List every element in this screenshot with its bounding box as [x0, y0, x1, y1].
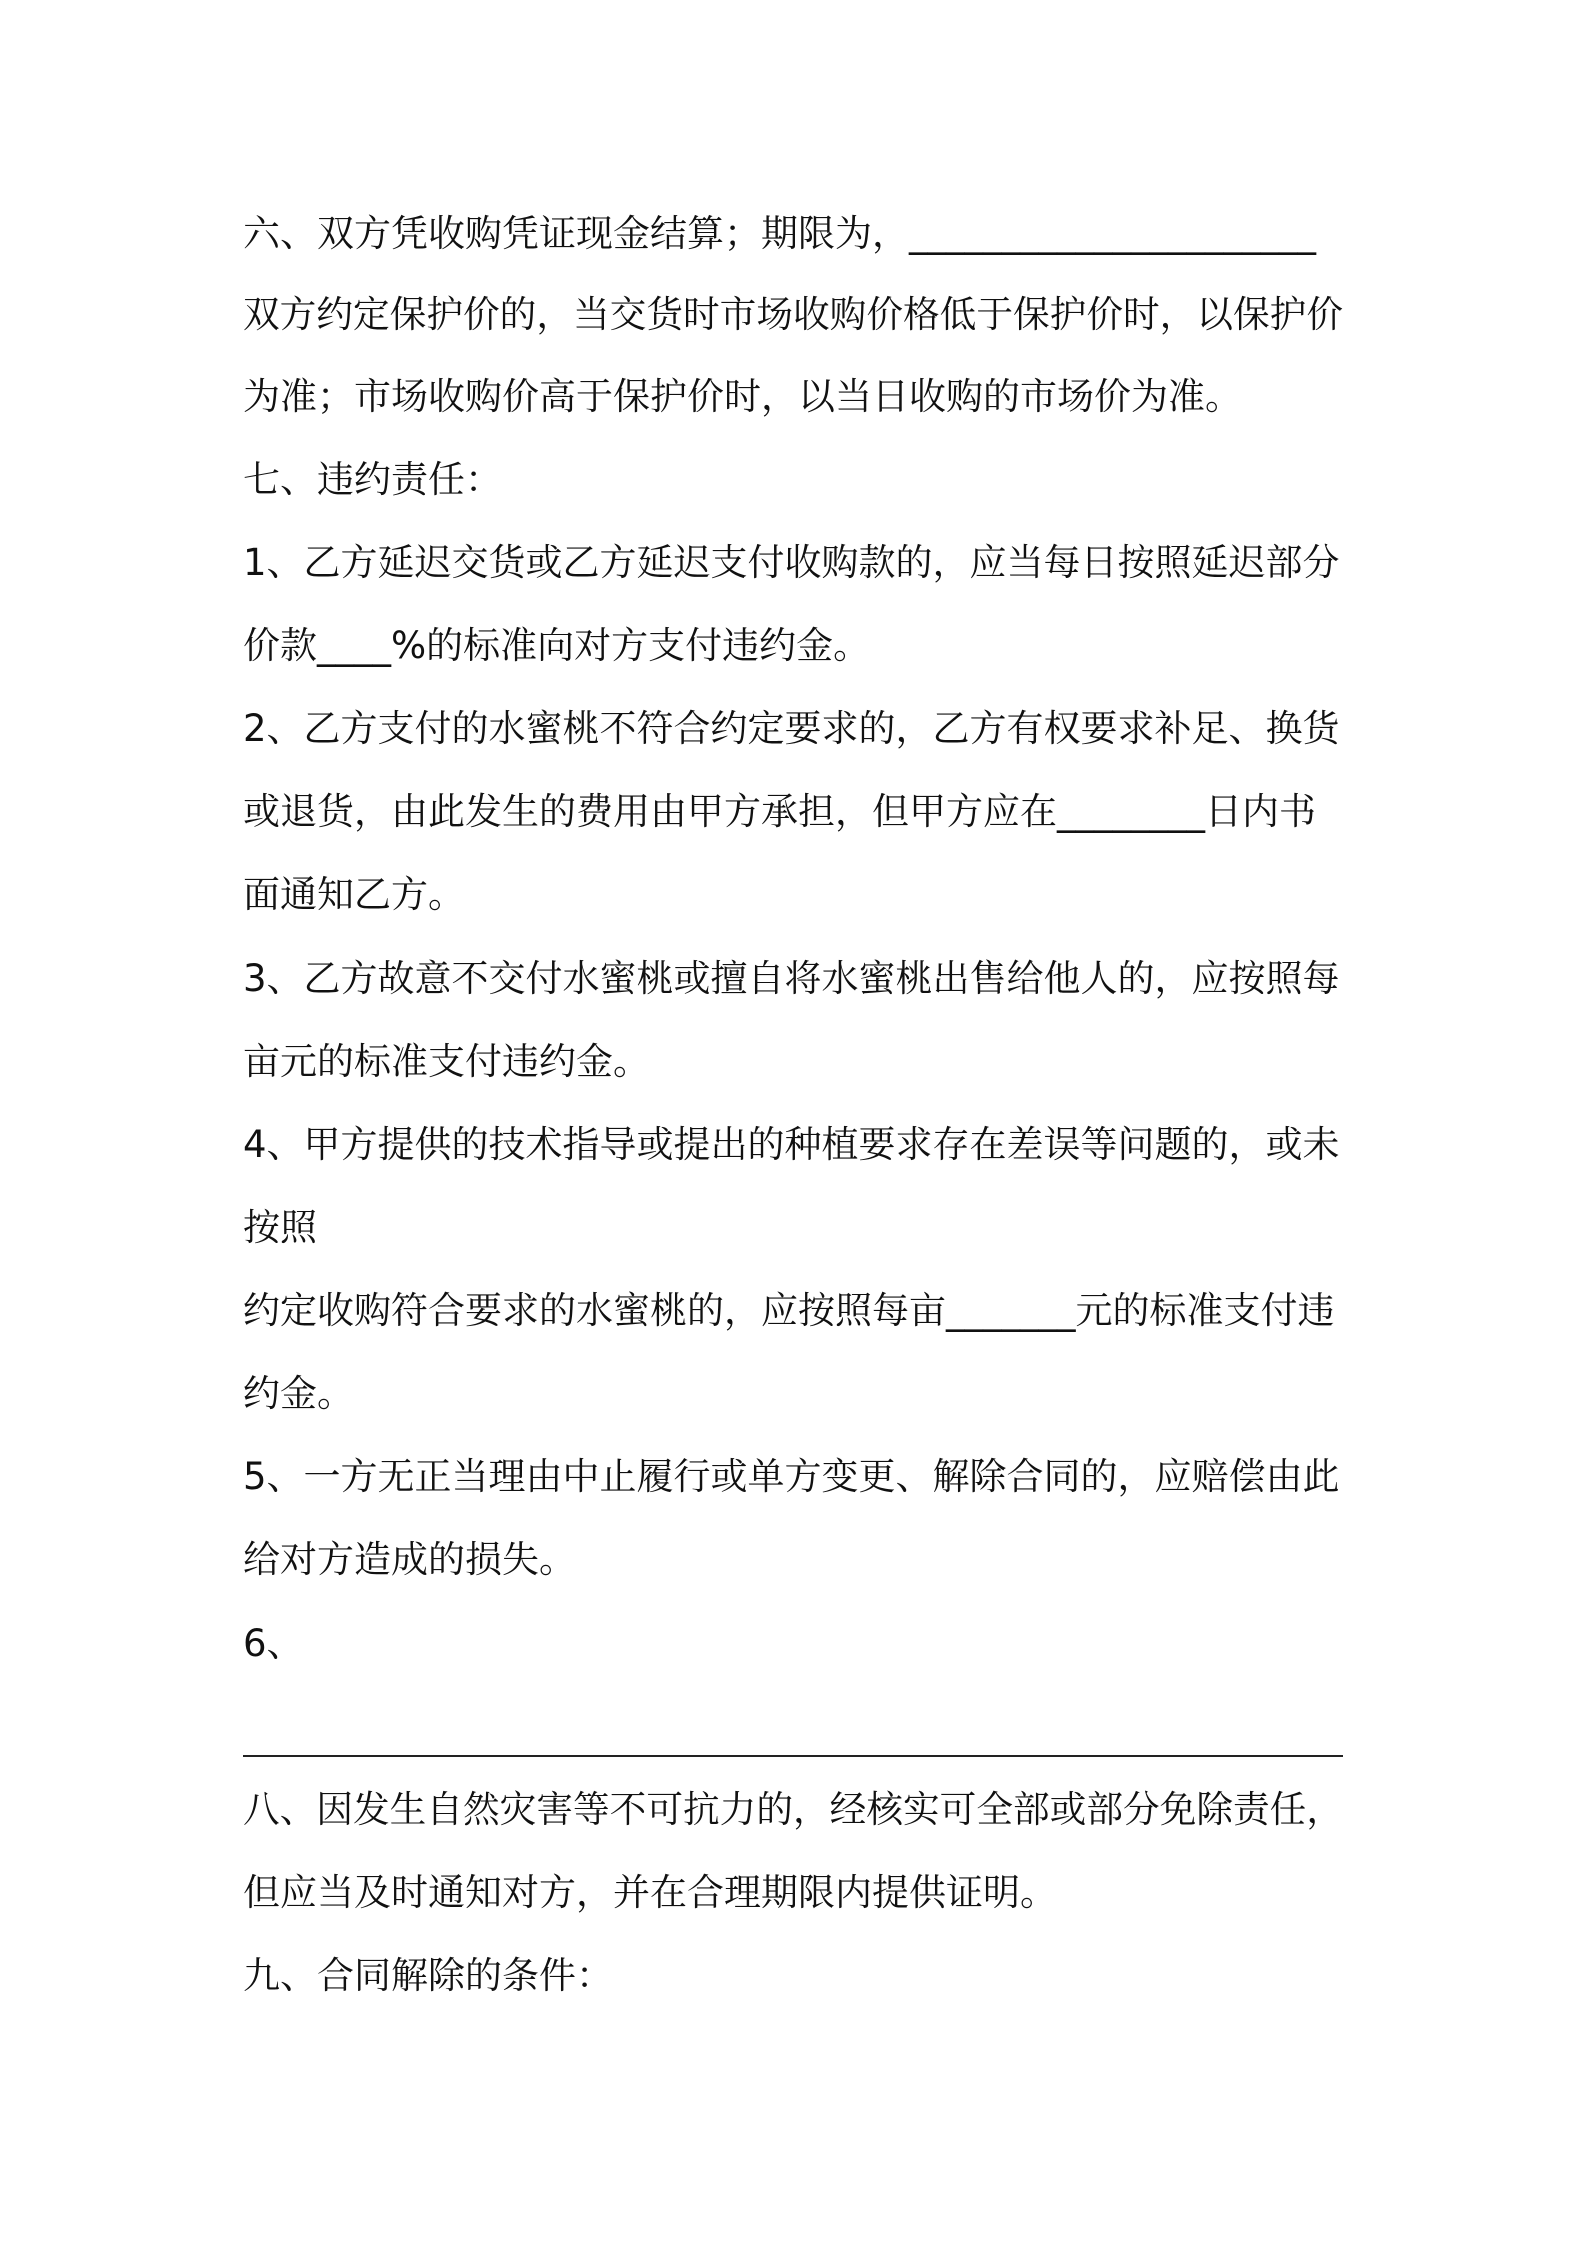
clause-6-settlement: 六、双方凭收购凭证现金结算；期限为，______________________ — [243, 212, 1316, 255]
breach-item-3-line-2: 亩元的标准支付违约金。 — [243, 1040, 650, 1083]
breach-item-1-line-1: 1、乙方延迟交货或乙方延迟支付收购款的，应当每日按照延迟部分 — [243, 541, 1340, 584]
breach-item-6-blank-line — [243, 1755, 1343, 1757]
breach-item-6-number: 6、 — [243, 1622, 304, 1665]
breach-item-3-line-1: 3、乙方故意不交付水蜜桃或擅自将水蜜桃出售给他人的，应按照每 — [243, 957, 1340, 1000]
breach-item-5-line-2: 给对方造成的损失。 — [243, 1538, 576, 1581]
breach-item-4-line-3: 约定收购符合要求的水蜜桃的，应按照每亩_______元的标准支付违 — [243, 1289, 1335, 1332]
clause-6-protection-price: 双方约定保护价的，当交货时市场收购价格低于保护价时，以保护价 — [243, 293, 1344, 336]
breach-item-1-line-2: 价款____%的标准向对方支付违约金。 — [243, 624, 871, 667]
breach-item-4-line-4: 约金。 — [243, 1372, 354, 1415]
clause-7-heading: 七、违约责任： — [243, 458, 502, 501]
breach-item-4-line-1: 4、甲方提供的技术指导或提出的种植要求存在差误等问题的，或未 — [243, 1123, 1340, 1166]
breach-item-2-line-3: 面通知乙方。 — [243, 873, 465, 916]
clause-6-market-price: 为准；市场收购价高于保护价时，以当日收购的市场价为准。 — [243, 375, 1242, 418]
clause-8-force-majeure-line-1: 八、因发生自然灾害等不可抗力的，经核实可全部或部分免除责任， — [243, 1788, 1344, 1831]
breach-item-2-line-2: 或退货，由此发生的费用由甲方承担，但甲方应在________日内书 — [243, 790, 1316, 833]
clause-9-heading: 九、合同解除的条件： — [243, 1954, 613, 1997]
clause-8-force-majeure-line-2: 但应当及时通知对方，并在合理期限内提供证明。 — [243, 1871, 1057, 1914]
breach-item-4-line-2: 按照 — [243, 1206, 317, 1249]
breach-item-2-line-1: 2、乙方支付的水蜜桃不符合约定要求的，乙方有权要求补足、换货 — [243, 707, 1340, 750]
breach-item-5-line-1: 5、一方无正当理由中止履行或单方变更、解除合同的，应赔偿由此 — [243, 1455, 1340, 1498]
